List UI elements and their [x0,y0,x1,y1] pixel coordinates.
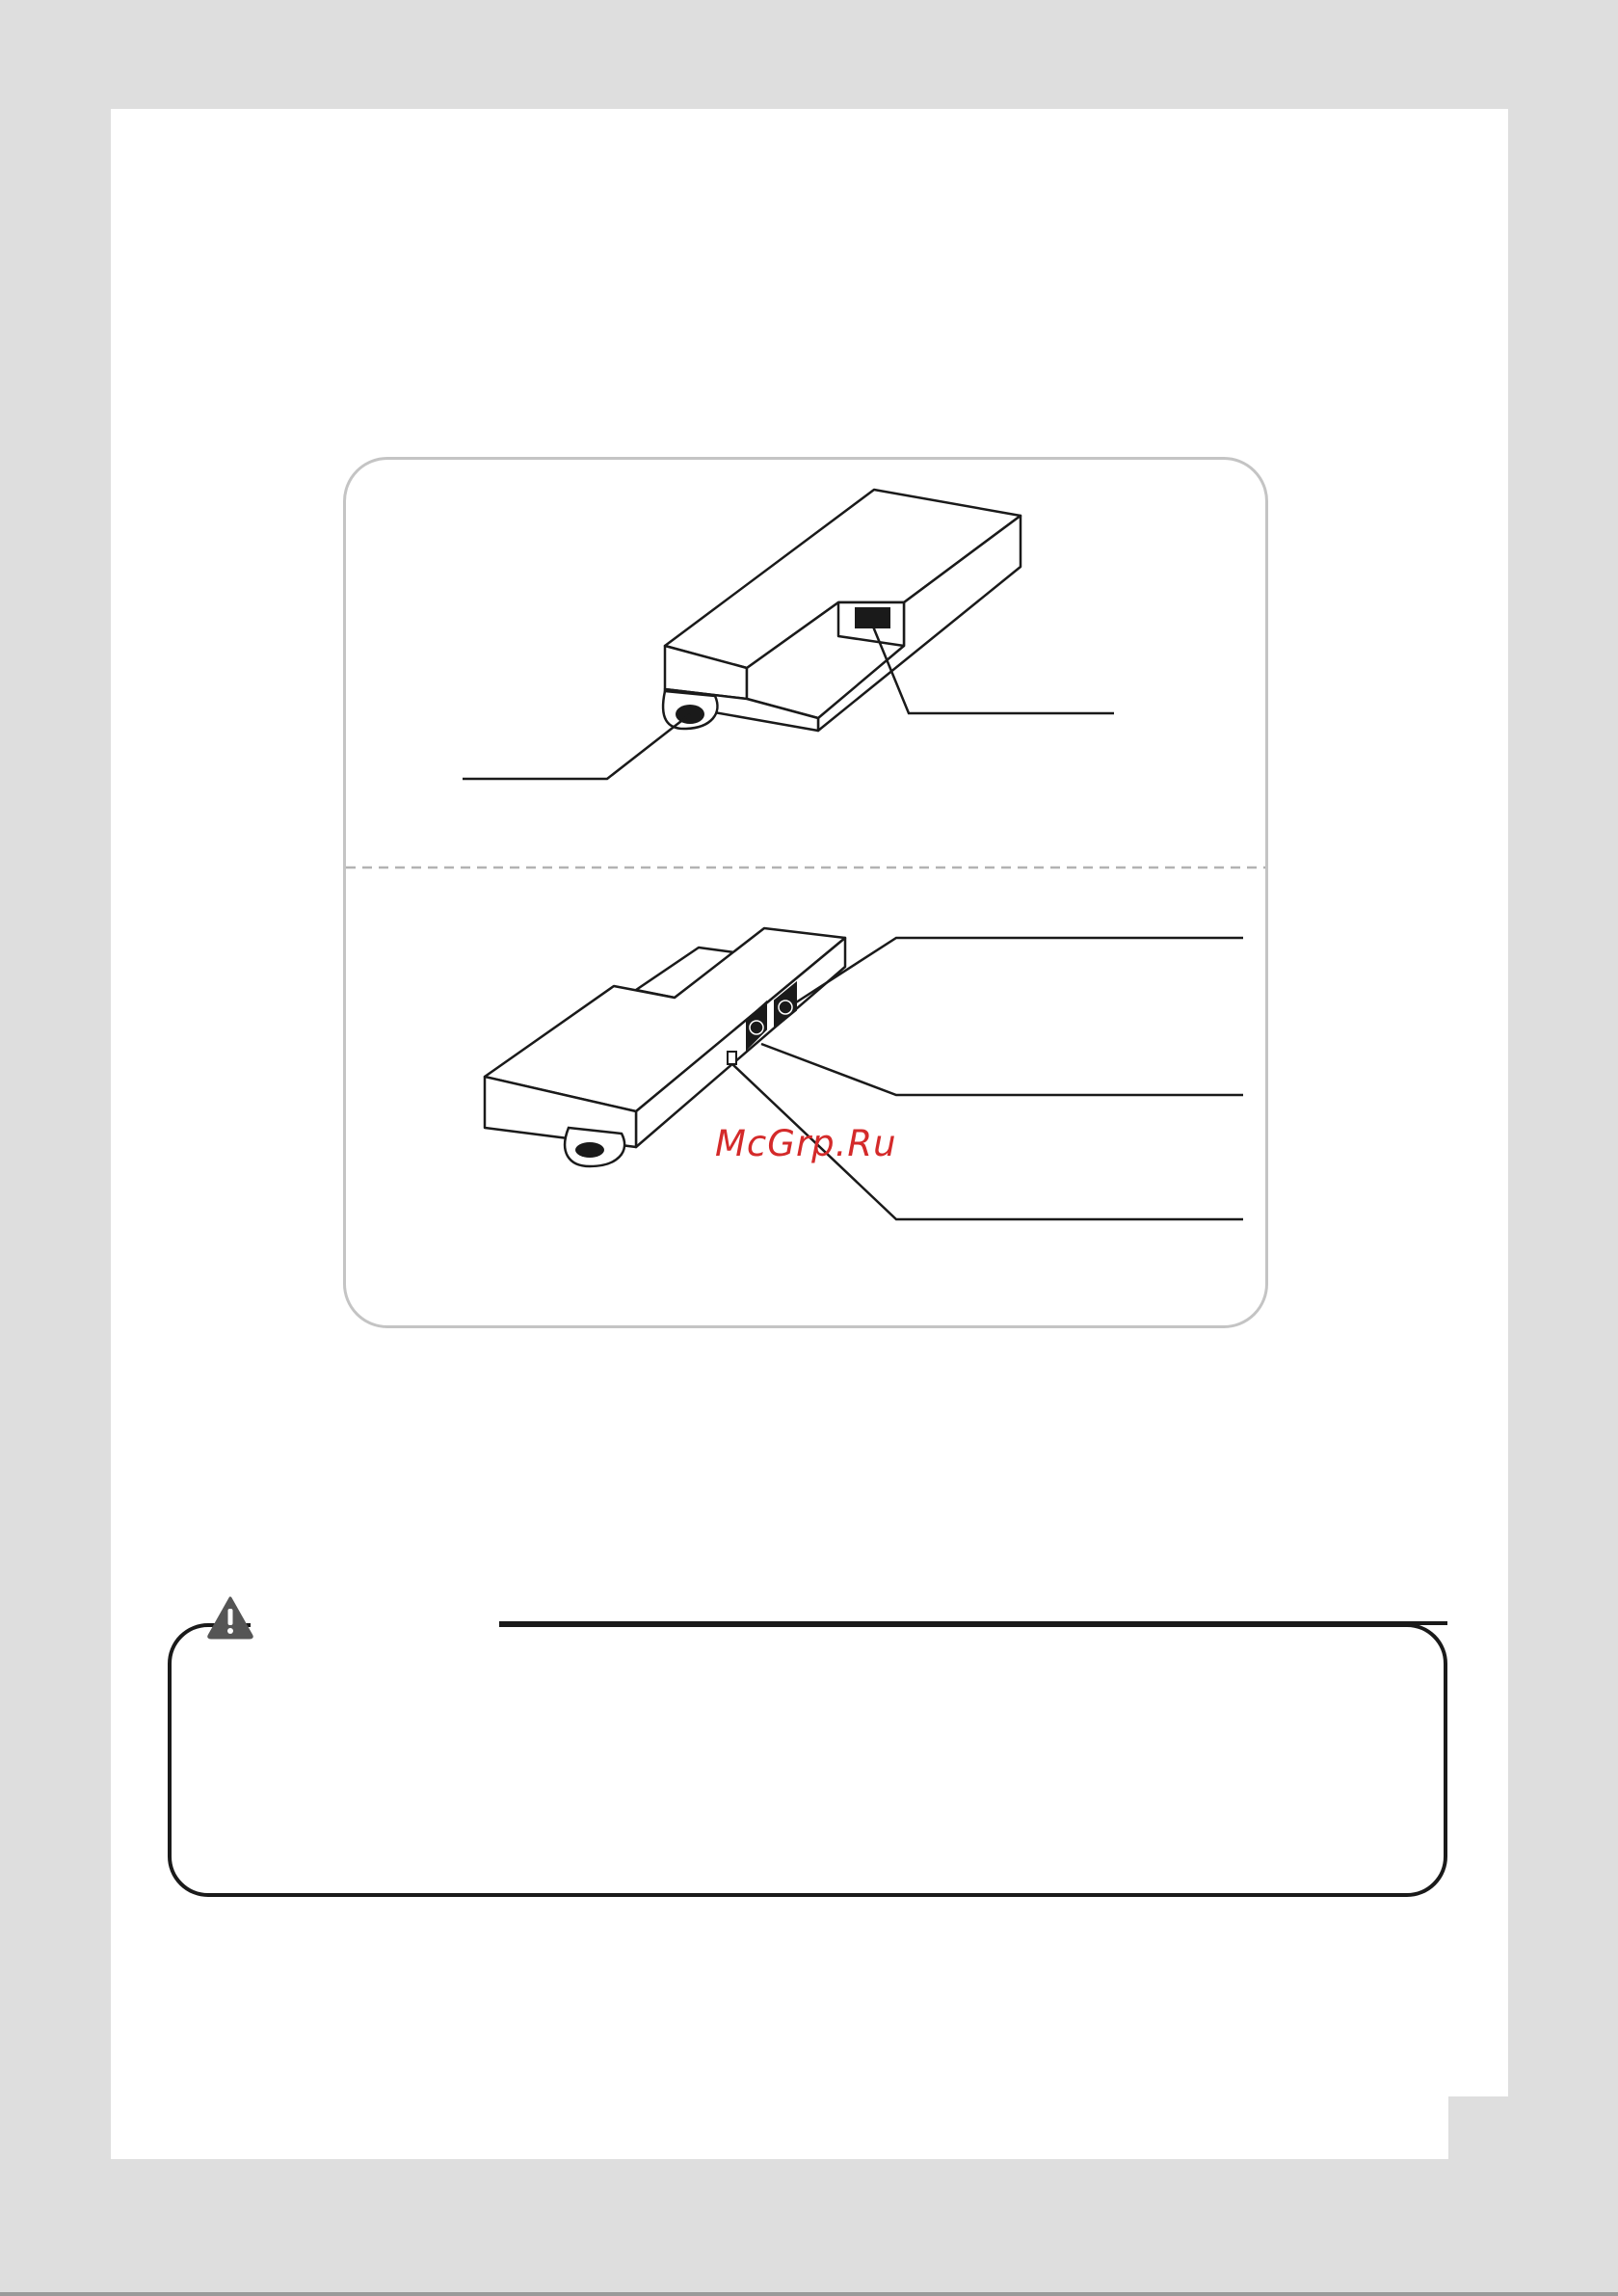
mounting-tab-bottom [565,1128,624,1166]
mounting-tab-top [663,691,717,729]
mounting-tab-callout [463,714,690,779]
device-top-view [665,490,1021,731]
caution-box [168,1623,1447,1897]
caution-header-rule [499,1621,1447,1625]
upper-socket-callout [796,938,1243,1002]
display-window [855,607,890,628]
device-bottom-view [485,928,845,1147]
warning-triangle-icon [206,1595,254,1640]
lower-socket-callout [761,1044,1243,1095]
footer-strip [0,2292,1618,2296]
caution-header-gap [251,1615,499,1629]
watermark-text: McGrp.Ru [715,1123,897,1164]
small-jack [728,1052,736,1064]
